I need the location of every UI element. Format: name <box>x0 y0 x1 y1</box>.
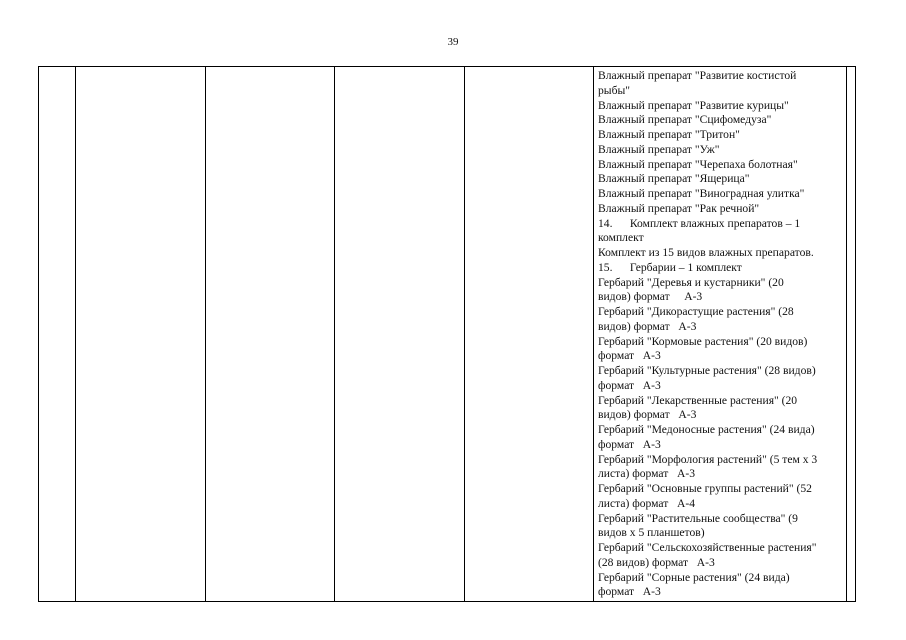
description-line: Влажный препарат "Тритон" <box>598 128 740 141</box>
description-line: Влажный препарат "Сцифомедуза" <box>598 113 772 127</box>
description-line: Гербарий "Деревья и кустарники" (20 <box>598 275 784 289</box>
description-line: Гербарий "Медоносные растения" (24 вида) <box>598 423 815 436</box>
description-line: видов) формат А-3 <box>598 319 697 333</box>
description-line: листа) формат А-3 <box>598 467 696 481</box>
description-line: формат А-3 <box>598 437 661 451</box>
description-line: Гербарий "Сорные растения" (24 вида) <box>598 570 790 584</box>
description-line: формат А-3 <box>598 585 661 599</box>
description-line: Гербарий "Растительные сообщества" (9 <box>598 511 798 525</box>
table-cell-empty <box>465 67 594 602</box>
table-cell-empty <box>847 67 856 602</box>
description-line: 14. Комплект влажных препаратов – 1 <box>598 216 801 230</box>
description-line: формат А-3 <box>598 378 661 392</box>
description-line: Гербарий "Кормовые растения" (20 видов) <box>598 334 808 348</box>
table-cell-number <box>39 67 76 602</box>
table-row <box>39 67 856 602</box>
description-line: Влажный препарат "Развитие костистой <box>598 69 797 82</box>
description-line: Гербарий "Культурные растения" (28 видов) <box>598 364 816 377</box>
description-line: Гербарий "Основные группы растений" (52 <box>598 482 812 495</box>
description-line: видов х 5 планшетов) <box>598 526 705 540</box>
table-cell-empty <box>76 67 206 602</box>
table-cell-empty <box>335 67 465 602</box>
description-line: листа) формат А-4 <box>598 496 696 510</box>
description-line: Комплект из 15 видов влажных препаратов. <box>598 246 814 259</box>
description-line: (28 видов) формат А-3 <box>598 555 715 569</box>
description-line: Гербарий "Лекарственные растения" (20 <box>598 393 798 407</box>
description-line: формат А-3 <box>598 349 661 363</box>
description-line: видов) формат А-3 <box>598 290 703 304</box>
description-line: видов) формат А-3 <box>598 408 697 422</box>
page-number: 39 <box>447 36 459 48</box>
specification-table <box>38 66 856 602</box>
description-line: Влажный препарат "Черепаха болотная" <box>598 157 798 171</box>
description-line: Влажный препарат "Уж" <box>598 142 720 156</box>
description-line: комплект <box>598 231 644 245</box>
description-line: рыбы" <box>598 83 631 97</box>
table-cell-empty <box>206 67 335 602</box>
description-line: Влажный препарат "Развитие курицы" <box>598 98 789 112</box>
description-line: Влажный препарат "Рак речной" <box>598 201 760 215</box>
description-line: Влажный препарат "Виноградная улитка" <box>598 187 805 200</box>
description-line: Гербарий "Морфология растений" (5 тем х 3 <box>598 452 818 466</box>
description-line: Влажный препарат "Ящерица" <box>598 172 750 186</box>
table-cell-description <box>594 67 847 602</box>
description-line: Гербарий "Дикорастущие растения" (28 <box>598 305 794 318</box>
description-line: 15. Гербарии – 1 комплект <box>598 260 742 274</box>
description-line: Гербарий "Сельскохозяйственные растения" <box>598 541 817 554</box>
